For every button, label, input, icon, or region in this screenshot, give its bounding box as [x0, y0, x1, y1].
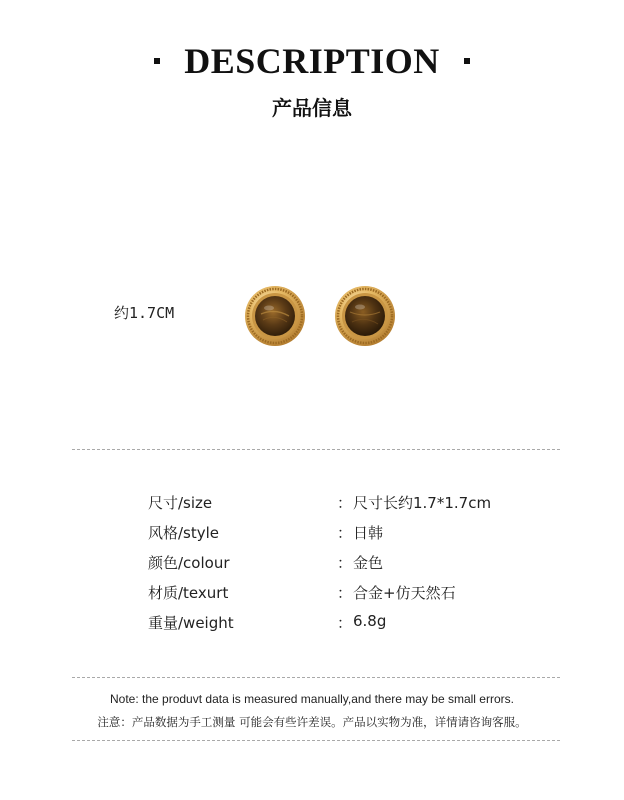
square-bullet-icon: [464, 58, 470, 64]
spec-row-colour: [148, 552, 548, 582]
spec-separator: ：: [337, 614, 353, 632]
spec-separator: ：: [337, 494, 353, 512]
page-title-group: [154, 40, 470, 82]
spec-value: 尺寸长约1.7*1.7cm: [353, 494, 492, 512]
earring-image-right: [333, 284, 397, 348]
spec-row-material: [148, 582, 548, 612]
divider: [72, 677, 560, 678]
note-chinese: 注意：产品数据为手工测量 可能会有些许差误。产品以实物为准，详情请咨询客服。: [97, 715, 527, 729]
spec-label: 尺寸/size: [148, 494, 213, 512]
divider: [72, 740, 560, 741]
note-english: Note: the produvt data is measured manually,and there may be small errors.: [110, 692, 514, 706]
spec-label: 材质/texurt: [148, 584, 229, 602]
spec-value: 6.8g: [353, 612, 387, 630]
spec-value: 合金+仿天然石: [353, 584, 456, 602]
earring-image-left: [243, 284, 307, 348]
spec-row-style: [148, 522, 548, 552]
spec-value: 金色: [353, 554, 384, 572]
spec-separator: ：: [337, 584, 353, 602]
divider: [72, 449, 560, 450]
spec-label: 颜色/colour: [148, 554, 230, 572]
spec-separator: ：: [337, 554, 353, 572]
spec-separator: ：: [337, 524, 353, 542]
spec-list: [148, 492, 548, 642]
spec-label: 重量/weight: [148, 614, 234, 632]
page-title: DESCRIPTION: [184, 41, 440, 81]
page-subtitle: 产品信息: [272, 96, 352, 120]
header: [0, 40, 624, 82]
square-bullet-icon: [154, 58, 160, 64]
size-annotation: 约1.7CM: [114, 304, 175, 322]
spec-row-size: [148, 492, 548, 522]
spec-value: 日韩: [353, 524, 384, 542]
spec-label: 风格/style: [148, 524, 220, 542]
spec-row-weight: [148, 612, 548, 642]
